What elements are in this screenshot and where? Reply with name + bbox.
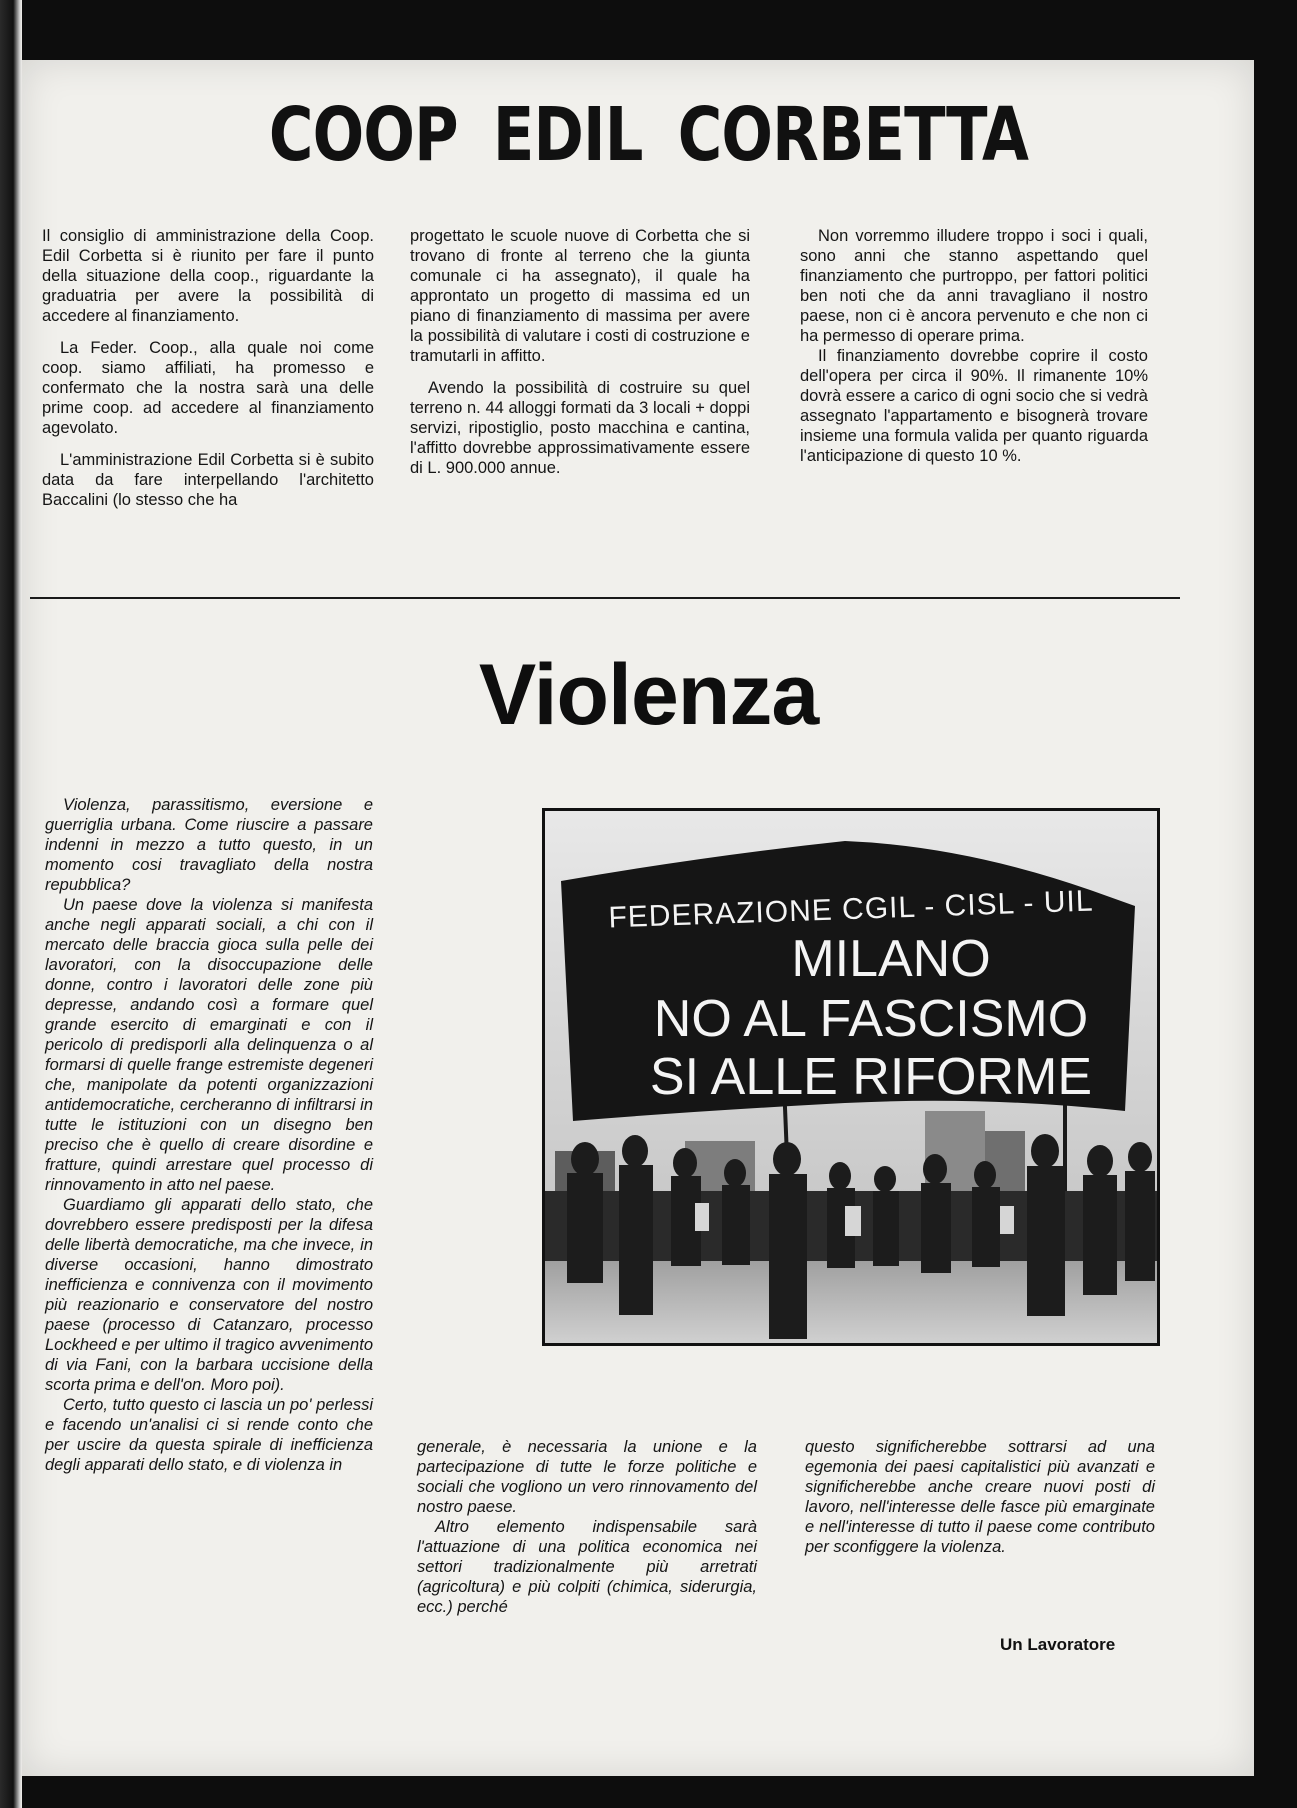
paragraph: Altro elemento indispensabile sarà l'attuazione di una politica economica nei settori tradizionalmente più arretrati (agricoltura) e più colpiti (chimica, siderurgia, ecc.) perché	[417, 1518, 757, 1616]
paragraph: Il consiglio di amministrazione della Coop. Edil Corbetta si è riunito per fare il punto della situazione della coop., riguardante la graduatria per avere la possibilità di accedere al finanziamento.	[42, 227, 374, 325]
article2-column-1	[45, 795, 373, 1487]
article-title-coop: COOP EDIL CORBETTA	[268, 92, 1029, 178]
paragraph: questo significherebbe sottrarsi ad una egemonia dei paesi capitalistici più avanzati e significherebbe anche creare nuovi posti di lavoro, nell'interesse delle fasce più emarginate e nell'interesse di tutto il paese come contributo per sconfiggere la violenza.	[805, 1438, 1155, 1556]
article2-column-2	[417, 1437, 757, 1629]
paragraph: progettato le scuole nuove di Corbetta che si trovano di fronte al terreno che la giunta comunale ci ha assegnato), il quale ha approntato un progetto di massima ed un piano di finanziamento di massima per avere la possibilità di valutare i costi di costruzione e tramutarli in affitto.	[410, 227, 750, 365]
article1-column-2	[410, 226, 750, 490]
banner-line-4: SI ALLE RIFORME	[649, 1048, 1093, 1106]
paragraph: Avendo la possibilità di costruire su quel terreno n. 44 alloggi formati da 3 locali + doppi servizi, ripostiglio, posto macchina e cantina, l'affitto dovrebbe approssimativamente essere di L. 900.000 annue.	[410, 379, 750, 477]
article2-column-3	[805, 1437, 1155, 1569]
section-divider	[30, 597, 1180, 599]
paragraph: La Feder. Coop., alla quale noi come coop. siamo affiliati, ha promesso e confermato che la nostra sarà una delle prime coop. ad accedere al finanziamento agevolato.	[42, 339, 374, 437]
paragraph: Il finanziamento dovrebbe coprire il costo dell'opera per circa il 90%. Il rimanente 10% dovrà essere a carico di ogni socio che si vedrà assegnato l'appartamento e bisognerà trovare insieme una formula valida per quanto riguarda l'anticipazione di questo 10 %.	[800, 347, 1148, 465]
protest-photo	[542, 808, 1160, 1346]
page-edge	[0, 0, 22, 1808]
article-title-violenza: Violenza	[478, 647, 819, 743]
article1-column-1	[42, 226, 374, 522]
banner-line-3: NO AL FASCISMO	[653, 990, 1089, 1048]
banner-line-1: FEDERAZIONE CGIL - CISL - UIL	[607, 884, 1095, 935]
paragraph: Violenza, parassitismo, eversione e guerriglia urbana. Come riuscire a passare indenni in mezzo a tutto questo, in un momento cosi travagliato della nostra repubblica?	[45, 796, 373, 894]
banner-line-2: MILANO	[791, 930, 991, 988]
article1-column-3	[800, 226, 1148, 478]
paragraph: Guardiamo gli apparati dello stato, che dovrebbero essere predisposti per la difesa delle libertà democratiche, ma che invece, in diverse occasioni, hanno dimostrato inefficienza e connivenza con il movimento più reazionario e conservatore del nostro paese (processo di Catanzaro, processo Lockheed e per ultimo il tragico avvenimento di via Fani, con la barbara uccisione della scorta prima e dell'on. Moro poi).	[45, 1196, 373, 1394]
paragraph: Un paese dove la violenza si manifesta anche negli apparati sociali, a chi con il mercato delle braccia gioca sulla pelle dei lavoratori, con la disoccupazione delle donne, contro i lavoratori delle zone più depresse, andando così a formare quel grande esercito di emarginati e con il pericolo di predisporli alla delinquenza o al formarsi di quelle frange estremiste degeneri che, manipolate da potenti organizzazioni antidemocratiche, cercheranno di infiltrarsi in tutte le istituzioni con un disegno ben preciso che è quello di creare disordine e fratture, quindi arrestare quel processo di rinnovamento in atto nel paese.	[45, 896, 373, 1194]
paragraph: Non vorremmo illudere troppo i soci i quali, sono anni che stanno aspettando quel finanziamento che purtroppo, per fattori politici ben noti che da anni travagliano il nostro paese, non ci è ancora pervenuto e che non ci ha permesso di operare prima.	[800, 227, 1148, 345]
author-signature: Un Lavoratore	[1000, 1635, 1116, 1654]
paragraph: Certo, tutto questo ci lascia un po' perlessi e facendo un'analisi ci si rende conto che per uscire da questa spirale di inefficienza degli apparati dello stato, e di violenza in	[45, 1396, 373, 1474]
paragraph: generale, è necessaria la unione e la partecipazione di tutte le forze politiche e sociali che vogliono un vero rinnovamento del nostro paese.	[417, 1438, 757, 1516]
paragraph: L'amministrazione Edil Corbetta si è subito data da fare interpellando l'architetto Baccalini (lo stesso che ha	[42, 451, 374, 509]
